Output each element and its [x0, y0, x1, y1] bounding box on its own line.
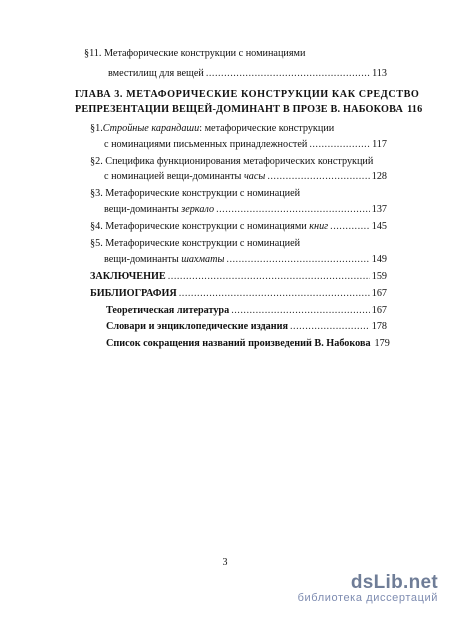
toc-page-number: 145 — [371, 221, 387, 232]
toc-text-italic: часы — [243, 171, 266, 182]
toc-text: с номинациями письменных принадлежностей — [104, 139, 308, 150]
toc-text-italic: шахматы — [181, 254, 225, 265]
toc-text: с номинацией вещи-доминанты — [104, 171, 244, 182]
chapter-title-line1: ГЛАВА 3. МЕТАФОРИЧЕСКИЕ КОНСТРУКЦИИ КАК СРЕДСТВО — [75, 89, 420, 100]
toc-item-p5 — [90, 237, 300, 250]
toc-item-theory — [106, 304, 387, 317]
toc-text: §3. Метафорические конструкции с номинацией — [90, 188, 301, 199]
chapter-title — [75, 88, 420, 101]
leader-dots — [309, 138, 370, 151]
leader-dots — [290, 320, 370, 333]
toc-text: Теоретическая литература — [106, 305, 230, 316]
toc-page-number: 167 — [371, 288, 387, 299]
toc-item-abbreviations — [106, 337, 390, 350]
toc-text: §5. Метафорические конструкции с номинацией — [90, 238, 301, 249]
leader-dots — [168, 270, 370, 283]
toc-page-number: 128 — [371, 171, 387, 182]
toc-text: ЗАКЛЮЧЕНИЕ — [90, 271, 166, 282]
toc-item-dictionaries — [106, 320, 387, 333]
watermark — [298, 572, 438, 604]
toc-item-p5-cont — [104, 253, 387, 266]
chapter-title-line2: РЕПРЕЗЕНТАЦИИ ВЕЩЕЙ-ДОМИНАНТ В ПРОЗЕ В. НАБОКОВА — [75, 104, 404, 115]
toc-item-bibliography — [90, 287, 387, 300]
toc-text: Словари и энциклопедические издания — [106, 321, 288, 332]
toc-text: Список сокращения названий произведений В. Набокова — [106, 338, 371, 349]
toc-page-number: 159 — [371, 271, 387, 282]
toc-page-number: 149 — [371, 254, 387, 265]
toc-item-p1 — [90, 122, 334, 135]
toc-text-italic: зеркало — [181, 204, 215, 215]
toc-item-s11 — [84, 47, 305, 60]
toc-item-p3-cont — [104, 203, 387, 216]
toc-text: §4. Метафорические конструкции с номинациями — [90, 221, 310, 232]
toc-page-number: 116 — [407, 104, 423, 115]
watermark-logo: dsLib.net — [350, 572, 438, 593]
toc-item-s11-cont — [108, 67, 387, 80]
leader-dots — [231, 304, 370, 317]
toc-page-number: 178 — [371, 321, 387, 332]
toc-item-p2-cont — [104, 170, 387, 183]
toc-text: вещи-доминанты — [104, 204, 182, 215]
toc-text: вещи-доминанты — [104, 254, 182, 265]
toc-text: вместилищ для вещей — [108, 68, 204, 79]
leader-dots — [267, 170, 369, 183]
toc-text: БИБЛИОГРАФИЯ — [90, 288, 177, 299]
toc-text: §1. — [90, 123, 103, 134]
toc-item-p4 — [90, 220, 387, 233]
toc-page-number: 167 — [371, 305, 387, 316]
toc-text-italic: книг — [309, 221, 329, 232]
leader-dots — [330, 220, 370, 233]
toc-item-p2 — [90, 155, 373, 168]
toc-text: §2. Специфика функционирования метафорических конструкций — [90, 156, 374, 167]
toc-page-number: 179 — [374, 338, 390, 349]
toc-text: : метафорические конструкции — [199, 123, 335, 134]
toc-text-italic: Стройные карандаши — [102, 123, 200, 134]
toc-page-number: 113 — [372, 68, 387, 79]
toc-page-number: 117 — [372, 139, 387, 150]
leader-dots — [206, 67, 370, 80]
toc-text: §11. Метафорические конструкции с номинациями — [84, 48, 306, 59]
page-number: 3 — [222, 557, 228, 568]
leader-dots — [226, 253, 369, 266]
toc-item-p3 — [90, 187, 300, 200]
leader-dots — [216, 203, 370, 216]
toc-page-number: 137 — [371, 204, 387, 215]
toc-item-p1-cont — [104, 138, 387, 151]
toc-item-conclusion — [90, 270, 387, 283]
chapter-title-cont — [75, 103, 423, 116]
leader-dots — [179, 287, 370, 300]
watermark-subtitle: библиотека диссертаций — [297, 592, 438, 604]
